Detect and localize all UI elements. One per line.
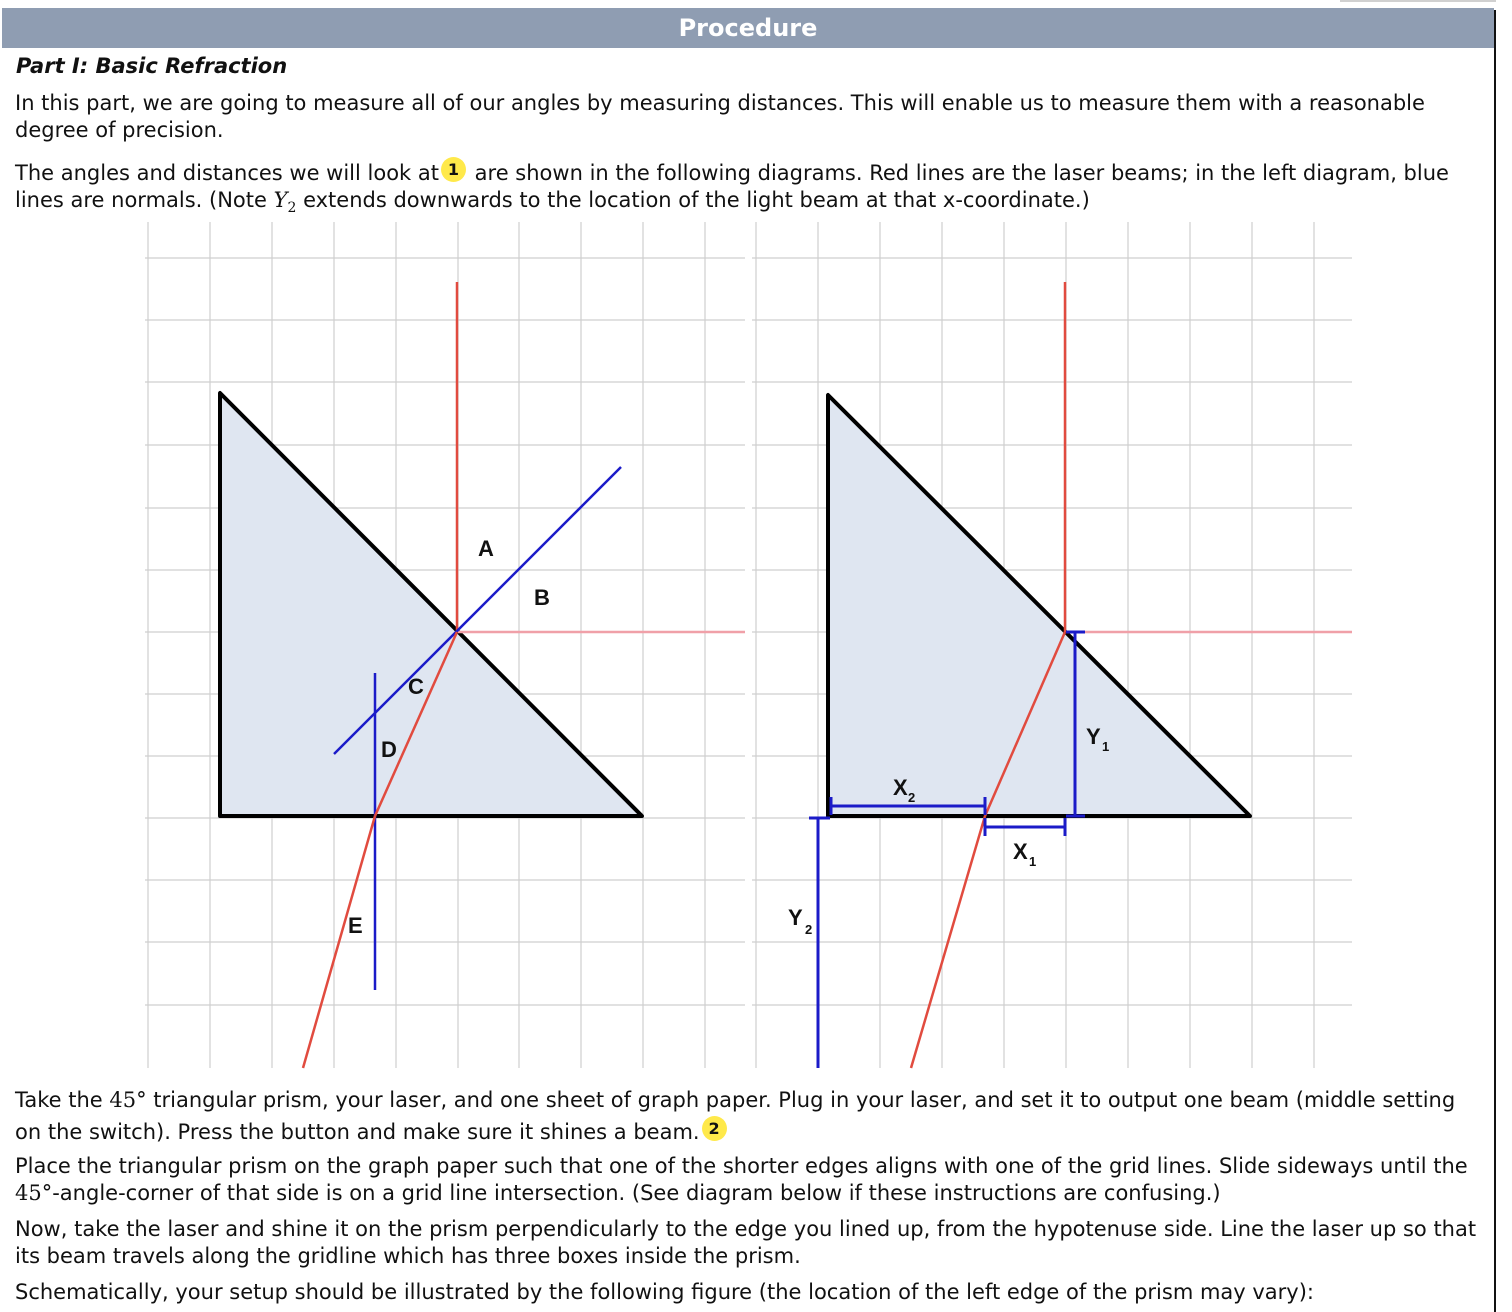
- angle-45-b: 45°: [15, 1181, 53, 1205]
- placement-text-a: Place the triangular prism on the graph paper such that one of the shorter edges aligns with one of the grid lines. Slide sideways until the: [15, 1154, 1468, 1178]
- setup-text-b: triangular prism, your laser, and one sheet of graph paper. Plug in your laser, and set it to output one beam (middle setting on the switch). Press the button and make sure it shines a beam.: [15, 1088, 1456, 1144]
- footnote-badge-1[interactable]: 1: [441, 157, 466, 182]
- label-c: C: [408, 674, 424, 699]
- y2-measure: [809, 818, 830, 1068]
- right-prism: [828, 395, 1250, 816]
- left-prism: [220, 393, 642, 816]
- label-e: E: [348, 913, 363, 938]
- label-y1: Y: [1086, 724, 1101, 749]
- part-title: Part I: Basic Refraction: [16, 54, 288, 78]
- label-a: A: [478, 536, 494, 561]
- label-y2: Y: [788, 905, 803, 930]
- label-b: B: [534, 585, 550, 610]
- schematic-paragraph: Schematically, your setup should be illustrated by the following figure (the location of the left edge of the prism may vary):: [15, 1280, 1315, 1304]
- label-x2: X: [893, 775, 908, 800]
- angle-45-a: 45°: [109, 1088, 147, 1112]
- label-d: D: [381, 737, 397, 762]
- setup-text-a: Take the: [15, 1088, 110, 1112]
- laser-paragraph: Now, take the laser and shine it on the prism perpendicularly to the edge you lined up, from the hypotenuse side. Line the laser up so that its beam travels along the gridline which has three boxes inside the prism.: [15, 1217, 1477, 1268]
- y2-subscript: 2: [287, 200, 297, 217]
- footnote-badge-2[interactable]: 2: [702, 1116, 727, 1141]
- placement-text-b: -angle-corner of that side is on a grid line intersection. (See diagram below if these instructions are confusing.): [52, 1181, 1221, 1205]
- intro-paragraph: In this part, we are going to measure all of our angles by measuring distances. This will enable us to measure them with a reasonable degree of precision.: [15, 91, 1425, 142]
- label-x1: X: [1013, 839, 1028, 864]
- angles-text-b: are shown in the following diagrams. Red lines are the laser beams; in the left diagram, blue lines are normals. (Note: [15, 161, 1449, 212]
- x1-measure: [985, 818, 1065, 836]
- setup-paragraph: [15, 1085, 1483, 1148]
- y2-variable: Y: [273, 188, 288, 212]
- angles-text-a: The angles and distances we will look at: [15, 161, 439, 185]
- placement-paragraph: [15, 1153, 1483, 1207]
- angles-text-c: extends downwards to the location of the light beam at that x-coordinate.): [296, 188, 1090, 212]
- label-y1-sub: 1: [1102, 739, 1110, 754]
- label-x1-sub: 1: [1029, 854, 1037, 869]
- procedure-title: Procedure: [678, 14, 818, 42]
- label-x2-sub: 2: [908, 790, 916, 805]
- label-y2-sub: 2: [805, 922, 813, 937]
